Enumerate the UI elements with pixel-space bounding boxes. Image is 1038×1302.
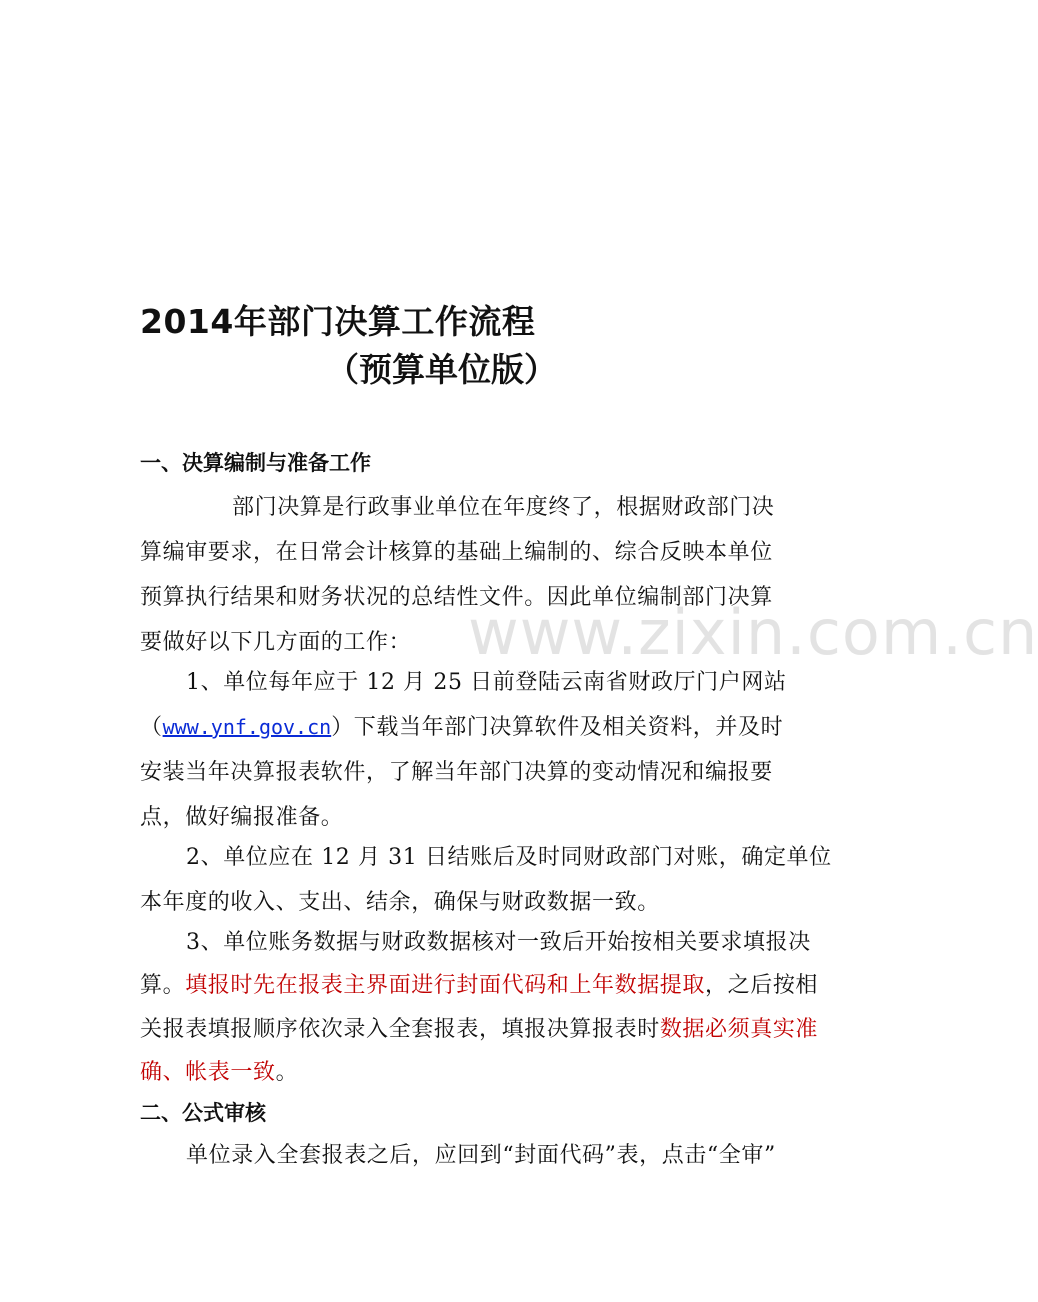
section1-intro-line-4: 要做好以下几方面的工作： (140, 630, 412, 655)
item3-line-2-start: 算。 (140, 973, 186, 998)
document-subtitle: （预算单位版） (326, 350, 557, 389)
item1-line-4: 点，做好编报准备。 (140, 805, 344, 830)
item3-line-4 (140, 1055, 298, 1086)
item3-highlight-2: 数据必须真实准 (659, 1017, 819, 1042)
item1-line-2 (140, 710, 783, 741)
item3-line-2-end: ，之后按相 (705, 973, 819, 998)
watermark: www.zixin.com.cn (468, 596, 1038, 669)
section2-heading: 二、公式审核 (140, 1101, 266, 1125)
item3-line-1: 3、单位账务数据与财政数据核对一致后开始按相关要求填报决 (186, 930, 811, 955)
section1-intro-line-1: 部门决算是行政事业单位在年度终了，根据财政部门决 (232, 495, 775, 520)
item3-line-3 (140, 1012, 818, 1043)
item1-line-3: 安装当年决算报表软件，了解当年部门决算的变动情况和编报要 (140, 760, 773, 785)
document-title: 2014年部门决算工作流程 (140, 302, 536, 341)
section1-intro-line-3: 预算执行结果和财务状况的总结性文件。因此单位编制部门决算 (140, 585, 773, 610)
section1-intro-line-2: 算编审要求，在日常会计核算的基础上编制的、综合反映本单位 (140, 540, 773, 565)
item1-line-2-rest: ）下载当年部门决算软件及相关资料，并及时 (331, 715, 784, 740)
item1-line-1: 1、单位每年应于 12 月 25 日前登陆云南省财政厅门户网站 (186, 670, 787, 695)
section2-line-1: 单位录入全套报表之后，应回到“封面代码”表，点击“全审” (186, 1143, 776, 1168)
item2-line-1: 2、单位应在 12 月 31 日结账后及时同财政部门对账，确定单位 (186, 845, 832, 870)
section1-heading: 一、决算编制与准备工作 (140, 451, 371, 475)
item3-highlight-1: 填报时先在报表主界面进行封面代码和上年数据提取 (185, 973, 706, 998)
item1-paren-open: （ (140, 715, 163, 740)
item3-line-2 (140, 968, 818, 999)
item3-line-4-end: 。 (275, 1060, 299, 1085)
item3-highlight-3: 确、帐表一致 (140, 1060, 276, 1085)
item2-line-2: 本年度的收入、支出、结余，确保与财政数据一致。 (140, 890, 660, 915)
ynf-website-link[interactable]: www.ynf.gov.cn (162, 715, 332, 739)
item3-line-3-start: 关报表填报顺序依次录入全套报表，填报决算报表时 (140, 1017, 660, 1042)
